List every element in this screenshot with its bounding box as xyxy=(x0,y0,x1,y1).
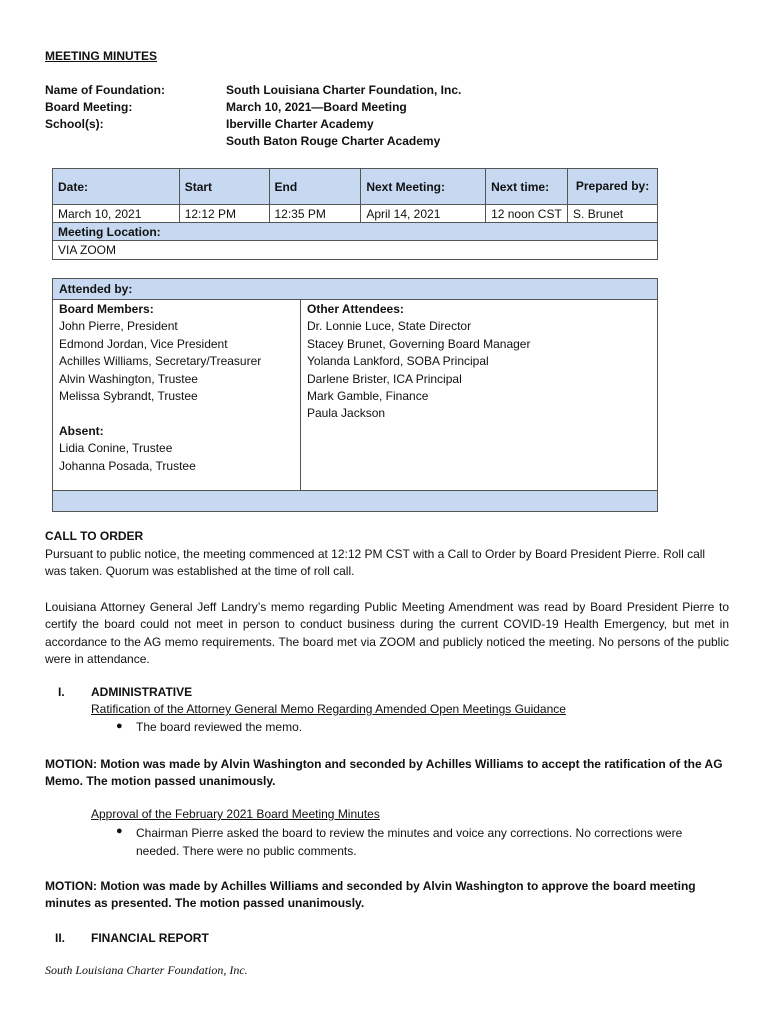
next-meeting-header: Next Meeting: xyxy=(361,169,486,205)
other-attendees-column xyxy=(307,301,647,423)
call-to-order-text: Pursuant to public notice, the meeting commenced at 12:12 PM CST with a Call to Order by Board President Pierre. Roll call was taken. Quorum was established at the time of roll call. xyxy=(45,547,706,579)
spacer xyxy=(59,405,295,422)
meeting-info-table xyxy=(52,168,658,260)
bullet-text: The board reviewed the memo. xyxy=(136,720,303,734)
list-item: John Pierre, President xyxy=(59,319,178,334)
agenda-item-title: Ratification of the Attorney General Memo Regarding Amended Open Meetings Guidance xyxy=(91,702,566,716)
school-name: Iberville Charter Academy xyxy=(226,117,374,131)
list-item: Yolanda Lankford, SOBA Principal xyxy=(307,354,489,369)
ag-memo-text: Louisiana Attorney General Jeff Landry’s memo regarding Public Meeting Amendment was read by Board President Pierre to certify the board could not meet in person to conduct business during the current COVID-19 Health Emergency, but met in accordance to the AG memo requirements. The board met via ZOOM and publicly noticed the meeting. No persons of the public were in attendance. xyxy=(45,600,729,667)
location-label-row xyxy=(53,223,658,241)
section-numeral: II. xyxy=(55,931,66,945)
location-value: VIA ZOOM xyxy=(53,241,658,260)
section-heading: FINANCIAL REPORT xyxy=(91,931,209,945)
motion-text: MOTION: Motion was made by Alvin Washington and seconded by Achilles Williams to accept the ratification of the AG Memo. The motion passed unanimously. xyxy=(45,757,723,789)
board-meeting-value: March 10, 2021—Board Meeting xyxy=(226,100,407,114)
list-item: Lidia Conine, Trustee xyxy=(59,441,173,456)
next-time-header: Next time: xyxy=(486,169,568,205)
absent-label: Absent: xyxy=(59,423,104,438)
location-label: Meeting Location: xyxy=(53,223,658,241)
prepared-by-header: Prepared by: xyxy=(568,169,658,205)
list-item: Johanna Posada, Trustee xyxy=(59,458,196,473)
bullet-icon: ● xyxy=(116,825,123,837)
end-header: End xyxy=(269,169,361,205)
bullet-text: Chairman Pierre asked the board to review the minutes and voice any corrections. No corrections were needed. There were no public comments. xyxy=(136,826,683,858)
board-members-label: Board Members: xyxy=(59,302,154,316)
call-to-order-heading: CALL TO ORDER xyxy=(45,529,144,543)
page-footer: South Louisiana Charter Foundation, Inc. xyxy=(45,963,248,977)
list-item: Stacey Brunet, Governing Board Manager xyxy=(307,336,531,351)
board-members-column xyxy=(59,301,295,475)
next-meeting-value: April 14, 2021 xyxy=(361,205,486,223)
list-item: Paula Jackson xyxy=(307,406,386,421)
column-divider xyxy=(300,299,301,490)
school-name: South Baton Rouge Charter Academy xyxy=(226,134,441,148)
agenda-item-title: Approval of the February 2021 Board Meeting Minutes xyxy=(91,807,380,821)
location-value-row xyxy=(53,241,658,260)
list-item: Dr. Lonnie Luce, State Director xyxy=(307,319,472,334)
list-item: Achilles Williams, Secretary/Treasurer xyxy=(59,354,262,369)
attendance-header xyxy=(53,279,657,300)
attendance-heading: Attended by: xyxy=(59,282,133,296)
list-item: Alvin Washington, Trustee xyxy=(59,371,198,386)
start-header: Start xyxy=(179,169,269,205)
list-item: Edmond Jordan, Vice President xyxy=(59,336,228,351)
page-title: MEETING MINUTES xyxy=(45,49,158,63)
board-meeting-label: Board Meeting: xyxy=(45,100,133,114)
table-row xyxy=(53,205,658,223)
other-attendees-label: Other Attendees: xyxy=(307,302,404,316)
section-numeral: I. xyxy=(58,685,65,699)
list-item: Darlene Brister, ICA Principal xyxy=(307,371,462,386)
next-time-value: 12 noon CST xyxy=(486,205,568,223)
foundation-value: South Louisiana Charter Foundation, Inc. xyxy=(226,83,462,97)
foundation-label: Name of Foundation: xyxy=(45,83,165,97)
section-heading: ADMINISTRATIVE xyxy=(91,685,193,699)
bullet-icon: ● xyxy=(116,720,123,732)
start-value: 12:12 PM xyxy=(179,205,269,223)
attendance-box xyxy=(52,278,658,512)
schools-label: School(s): xyxy=(45,117,104,131)
list-item: Melissa Sybrandt, Trustee xyxy=(59,389,198,404)
list-item: Mark Gamble, Finance xyxy=(307,389,429,404)
attendance-footer-bar xyxy=(53,490,657,511)
motion-text: MOTION: Motion was made by Achilles Williams and seconded by Alvin Washington to approve the board meeting minutes as presented. The motion passed unanimously. xyxy=(45,879,696,911)
date-header: Date: xyxy=(53,169,180,205)
table-header-row xyxy=(53,169,658,205)
prepared-by-value: S. Brunet xyxy=(568,205,658,223)
date-value: March 10, 2021 xyxy=(53,205,180,223)
end-value: 12:35 PM xyxy=(269,205,361,223)
